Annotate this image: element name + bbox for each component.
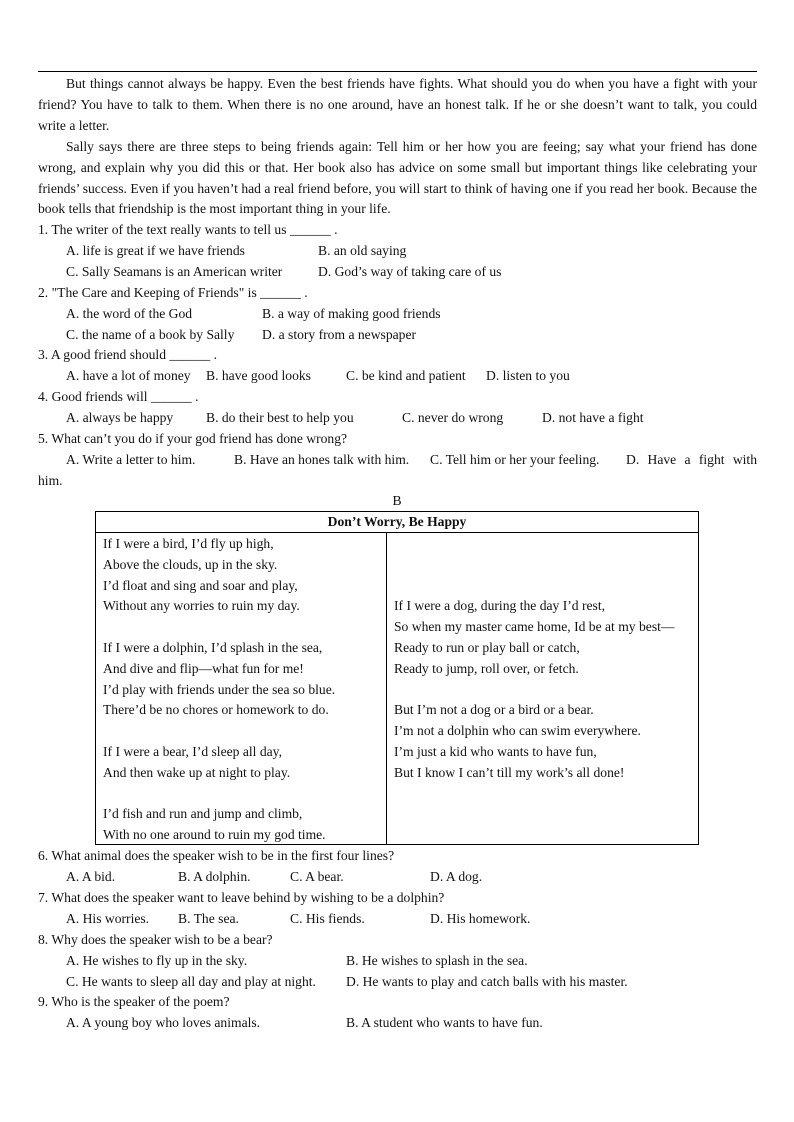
- question-3: 3. A good friend should ______ .: [38, 347, 217, 362]
- q4-option-a: A. always be happy: [66, 410, 174, 425]
- poem-left-line: If I were a bear, I’d sleep all day,: [103, 744, 282, 759]
- poem-right-line: But I’m not a dog or a bird or a bear.: [394, 702, 594, 717]
- q5-option-d: D. Have a fight with: [626, 452, 757, 467]
- q6-option-b: B. A dolphin.: [178, 869, 251, 884]
- q6-option-c: C. A bear.: [290, 869, 344, 884]
- q7-option-b: B. The sea.: [178, 911, 239, 926]
- poem-left-line: Without any worries to ruin my day.: [103, 598, 300, 613]
- poem-right-line: If I were a dog, during the day I’d rest,: [394, 598, 606, 613]
- poem-left-line: And then wake up at night to play.: [103, 765, 291, 780]
- question-2: 2. "The Care and Keeping of Friends" is ______ .: [38, 285, 308, 300]
- q9-option-a: A. A young boy who loves animals.: [66, 1015, 261, 1030]
- poem-left-line: Above the clouds, up in the sky.: [103, 557, 278, 572]
- q8-option-a: A. He wishes to fly up in the sky.: [66, 953, 248, 968]
- q4-option-b: B. do their best to help you: [206, 410, 354, 425]
- q2-option-a: A. the word of the God: [66, 306, 193, 321]
- q6-option-a: A. A bid.: [66, 869, 116, 884]
- poem-left-line: I’d float and sing and soar and play,: [103, 578, 298, 593]
- poem-left-line: With no one around to ruin my god time.: [103, 827, 326, 842]
- q3-option-b: B. have good looks: [206, 368, 311, 383]
- question-1: 1. The writer of the text really wants to tell us ______ .: [38, 222, 338, 237]
- poem-left-line: I’d fish and run and jump and climb,: [103, 806, 303, 821]
- poem-right-line: So when my master came home, Id be at my best—: [394, 619, 675, 634]
- q5-option-d-wrap: him.: [38, 473, 63, 488]
- q1-option-b: B. an old saying: [318, 243, 407, 258]
- q1-option-d: D. God’s way of taking care of us: [318, 264, 502, 279]
- poem-left-line: There’d be no chores or homework to do.: [103, 702, 329, 717]
- q8-option-d: D. He wants to play and catch balls with his master.: [346, 974, 628, 989]
- question-8: 8. Why does the speaker wish to be a bear?: [38, 932, 273, 947]
- q1-option-c: C. Sally Seamans is an American writer: [66, 264, 283, 279]
- q7-option-c: C. His fiends.: [290, 911, 365, 926]
- section-b-label: B: [392, 493, 402, 508]
- poem-left-line: If I were a bird, I’d fly up high,: [103, 536, 274, 551]
- question-6: 6. What animal does the speaker wish to be in the first four lines?: [38, 848, 395, 863]
- poem-right-line: Ready to jump, roll over, or fetch.: [394, 661, 579, 676]
- poem-right-line: But I know I can’t till my work’s all done!: [394, 765, 625, 780]
- poem-right-line: I’m not a dolphin who can swim everywhere.: [394, 723, 641, 738]
- q5-option-b: B. Have an hones talk with him.: [234, 452, 410, 467]
- q3-option-a: A. have a lot of money: [66, 368, 191, 383]
- q6-option-d: D. A dog.: [430, 869, 483, 884]
- q7-option-a: A. His worries.: [66, 911, 150, 926]
- question-9: 9. Who is the speaker of the poem?: [38, 994, 230, 1009]
- q3-option-d: D. listen to you: [486, 368, 570, 383]
- poem-right-line: Ready to run or play ball or catch,: [394, 640, 580, 655]
- poem-left-line: And dive and flip—what fun for me!: [103, 661, 304, 676]
- poem-table: [95, 511, 699, 845]
- q2-option-b: B. a way of making good friends: [262, 306, 441, 321]
- q5-option-a: A. Write a letter to him.: [66, 452, 196, 467]
- passage-paragraph-2: Sally says there are three steps to being friends again: Tell him or her how you are feeing; say what your friend has done wrong, and explain why you did this or that. Her book also has advice on some small but important things like celebrating your friends’ success. Even if you haven’t had a real friend before, you will start to think of having one if you read her book. Because the book tells that friendship is the most important thing in your life.: [38, 139, 757, 217]
- poem-right-line: I’m just a kid who wants to have fun,: [394, 744, 597, 759]
- passage-paragraph-1: But things cannot always be happy. Even the best friends have fights. What should you do when you have a fight with your friend? You have to talk to them. When there is no one around, have an honest talk. If he or she doesn’t want to talk, you could write a letter.: [38, 76, 757, 133]
- q7-option-d: D. His homework.: [430, 911, 531, 926]
- q8-option-c: C. He wants to sleep all day and play at night.: [66, 974, 316, 989]
- q9-option-b: B. A student who wants to have fun.: [346, 1015, 543, 1030]
- q4-option-c: C. never do wrong: [402, 410, 504, 425]
- q3-option-c: C. be kind and patient: [346, 368, 466, 383]
- poem-left-line: If I were a dolphin, I’d splash in the sea,: [103, 640, 323, 655]
- poem-left-column: [96, 533, 387, 845]
- q2-option-d: D. a story from a newspaper: [262, 327, 417, 342]
- question-4: 4. Good friends will ______ .: [38, 389, 199, 404]
- header-rule: [38, 71, 757, 72]
- q8-option-b: B. He wishes to splash in the sea.: [346, 953, 528, 968]
- q5-option-c: C. Tell him or her your feeling.: [430, 452, 600, 467]
- poem-left-line: I’d play with friends under the sea so blue.: [103, 682, 336, 697]
- q2-option-c: C. the name of a book by Sally: [66, 327, 235, 342]
- q4-option-d: D. not have a fight: [542, 410, 644, 425]
- poem-title: Don’t Worry, Be Happy: [96, 512, 699, 533]
- q1-option-a: A. life is great if we have friends: [66, 243, 245, 258]
- question-7: 7. What does the speaker want to leave behind by wishing to be a dolphin?: [38, 890, 445, 905]
- question-5: 5. What can’t you do if your god friend has done wrong?: [38, 431, 348, 446]
- poem-right-column: [387, 533, 699, 845]
